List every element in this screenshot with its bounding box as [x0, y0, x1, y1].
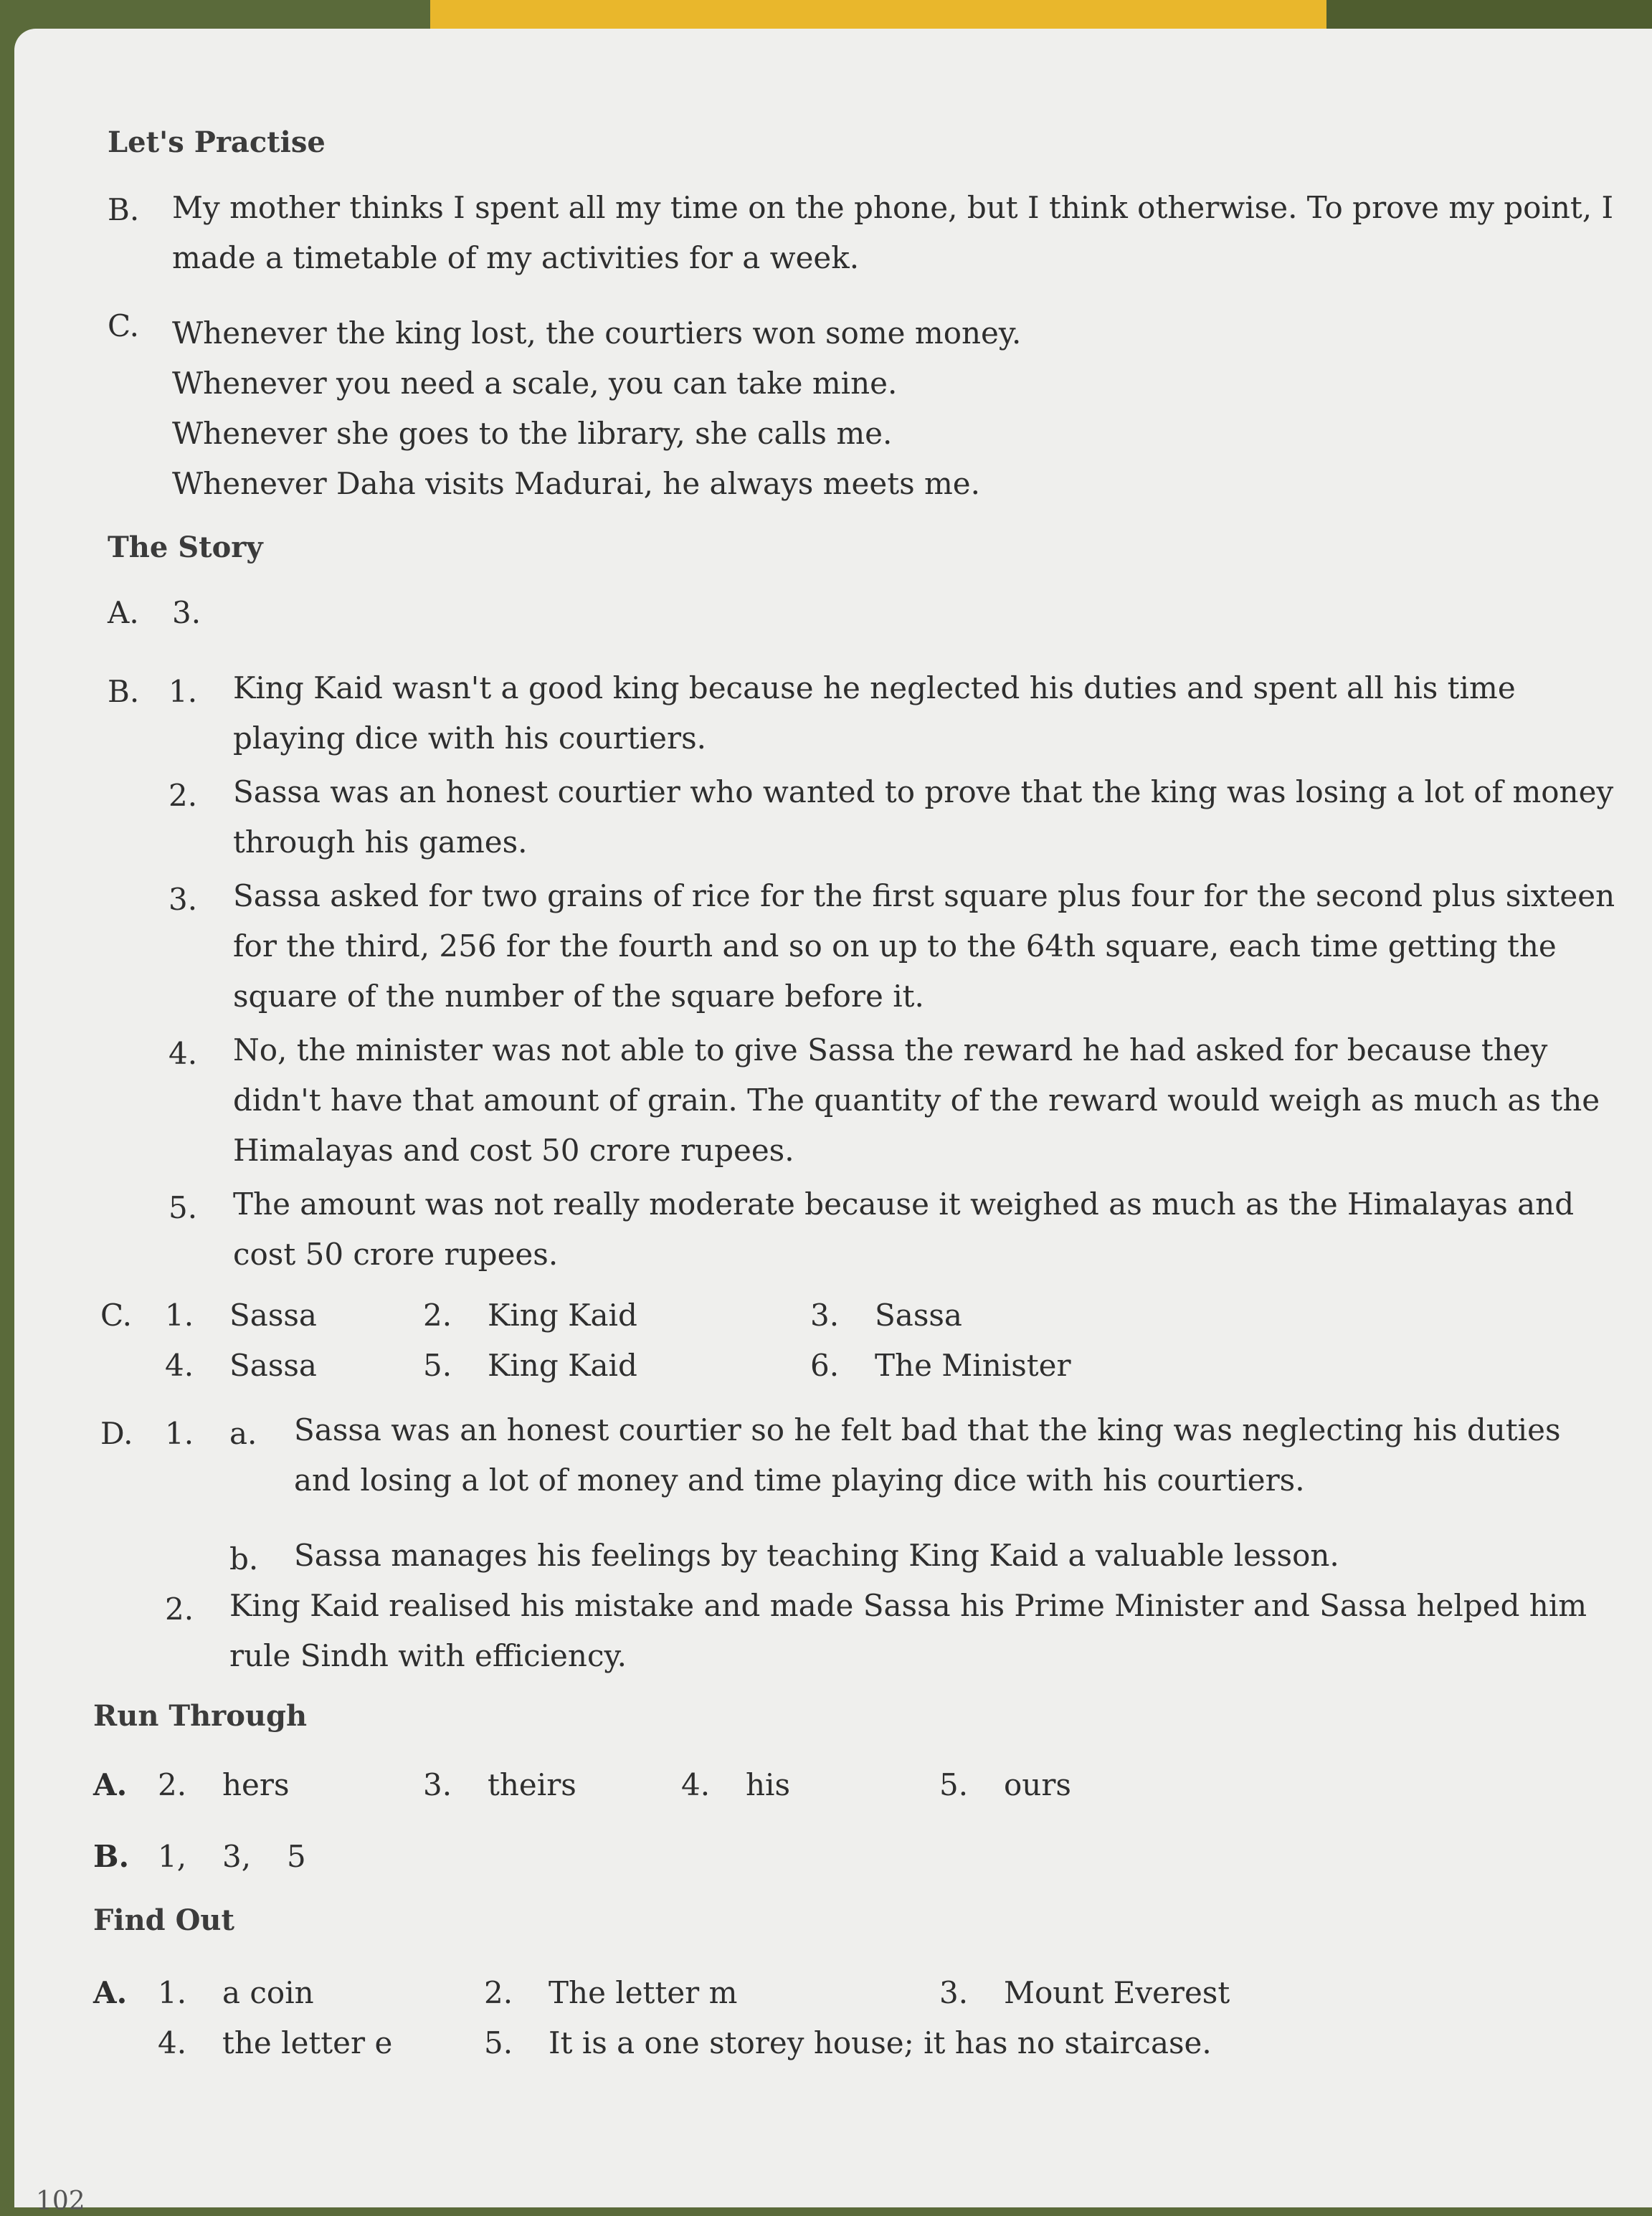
find-a-answer-2: The letter m — [549, 1975, 738, 2010]
story-d-1b-text: Sassa manages his feelings by teaching King Kaid a valuable lesson. — [294, 1538, 1339, 1573]
run-a-answer-5: ours — [1004, 1767, 1071, 1802]
story-b-num-5: 5. — [168, 1190, 198, 1225]
story-b-num-2: 2. — [168, 778, 198, 813]
story-d-1a-label: a. — [229, 1416, 257, 1451]
run-a-num-4: 4. — [681, 1767, 711, 1802]
find-a-num-2: 2. — [484, 1975, 513, 2010]
find-a-answer-5: It is a one storey house; it has no staircase. — [549, 2025, 1212, 2060]
story-b-answer-4: No, the minister was not able to give Sassa the reward he had asked for because they didn't have that amount of grain. The quantity of the reward would weigh as much as the Himalayas and cost 50 crore rupees. — [233, 1032, 1600, 1168]
textbook-page — [14, 29, 1652, 2216]
story-c-answer-5: King Kaid — [488, 1348, 637, 1383]
story-c-num-2: 2. — [423, 1298, 452, 1333]
find-a-num-4: 4. — [158, 2025, 187, 2060]
page-number: 102 — [36, 2187, 85, 2216]
story-b-num-1: 1. — [168, 674, 198, 709]
story-d-num-2: 2. — [165, 1592, 194, 1627]
story-c-answer-1: Sassa — [229, 1298, 317, 1333]
run-b-answer-1: 1, — [158, 1839, 187, 1874]
story-c-answer-4: Sassa — [229, 1348, 317, 1383]
practise-c-line-4: Whenever Daha visits Madurai, he always meets me. — [172, 466, 981, 501]
find-a-answer-4: the letter e — [222, 2025, 393, 2060]
story-c-answer-3: Sassa — [875, 1298, 962, 1333]
story-b-answer-2: Sassa was an honest courtier who wanted to prove that the king was losing a lot of money through his games. — [233, 774, 1614, 860]
story-a-answer: 3. — [172, 595, 201, 630]
story-c-num-5: 5. — [423, 1348, 452, 1383]
label-story-c: C. — [100, 1298, 132, 1333]
run-a-num-5: 5. — [939, 1767, 969, 1802]
story-b-answer-5: The amount was not really moderate because it weighed as much as the Himalayas and cost 50 crore rupees. — [233, 1187, 1575, 1272]
story-d-num-1: 1. — [165, 1416, 194, 1451]
run-through-heading: Run Through — [93, 1699, 308, 1733]
run-a-answer-3: theirs — [488, 1767, 576, 1802]
label-find-a: A. — [93, 1975, 128, 2010]
story-c-num-4: 4. — [165, 1348, 194, 1383]
story-b-num-3: 3. — [168, 882, 198, 917]
run-b-answer-2: 3, — [222, 1839, 252, 1874]
label-story-a: A. — [108, 595, 139, 630]
practise-c-line-1: Whenever the king lost, the courtiers won some money. — [172, 315, 1022, 351]
story-c-num-1: 1. — [165, 1298, 194, 1333]
label-run-a: A. — [93, 1767, 128, 1802]
label-story-d: D. — [100, 1416, 133, 1451]
label-run-b: B. — [93, 1839, 130, 1874]
run-a-num-3: 3. — [423, 1767, 452, 1802]
practise-c-line-2: Whenever you need a scale, you can take mine. — [172, 366, 898, 401]
find-a-answer-1: a coin — [222, 1975, 314, 2010]
label-story-b: B. — [108, 674, 140, 709]
find-a-answer-3: Mount Everest — [1004, 1975, 1230, 2010]
run-a-answer-4: his — [746, 1767, 791, 1802]
story-d-2-text: King Kaid realised his mistake and made Sassa his Prime Minister and Sassa helped him rule Sindh with efficiency. — [229, 1588, 1587, 1673]
run-a-num-2: 2. — [158, 1767, 187, 1802]
label-practise-c: C. — [108, 308, 139, 343]
run-b-answer-3: 5 — [287, 1839, 306, 1874]
label-practise-b: B. — [108, 192, 140, 227]
practise-b-text: My mother thinks I spent all my time on the phone, but I think otherwise. To prove my point, I made a timetable of my activities for a week. — [172, 190, 1614, 275]
the-story-heading: The Story — [108, 531, 263, 564]
lets-practise-heading: Let's Practise — [108, 125, 326, 159]
find-out-heading: Find Out — [93, 1903, 234, 1937]
story-c-answer-2: King Kaid — [488, 1298, 637, 1333]
practise-c-line-3: Whenever she goes to the library, she calls me. — [172, 416, 893, 451]
story-d-1b-label: b. — [229, 1541, 259, 1577]
story-c-num-3: 3. — [810, 1298, 840, 1333]
story-c-num-6: 6. — [810, 1348, 840, 1383]
find-a-num-5: 5. — [484, 2025, 513, 2060]
story-c-answer-6: The Minister — [875, 1348, 1071, 1383]
find-a-num-3: 3. — [939, 1975, 969, 2010]
story-b-answer-1: King Kaid wasn't a good king because he neglected his duties and spent all his time playing dice with his courtiers. — [233, 670, 1516, 756]
story-b-num-4: 4. — [168, 1036, 198, 1071]
story-b-answer-3: Sassa asked for two grains of rice for the first square plus four for the second plus sixteen for the third, 256 for the fourth and so on up to the 64th square, each time getting the square of the number of the square before it. — [233, 878, 1615, 1014]
find-a-num-1: 1. — [158, 1975, 187, 2010]
run-a-answer-2: hers — [222, 1767, 290, 1802]
story-d-1a-text: Sassa was an honest courtier so he felt bad that the king was neglecting his duties and losing a lot of money and time playing dice with his courtiers. — [294, 1412, 1561, 1498]
